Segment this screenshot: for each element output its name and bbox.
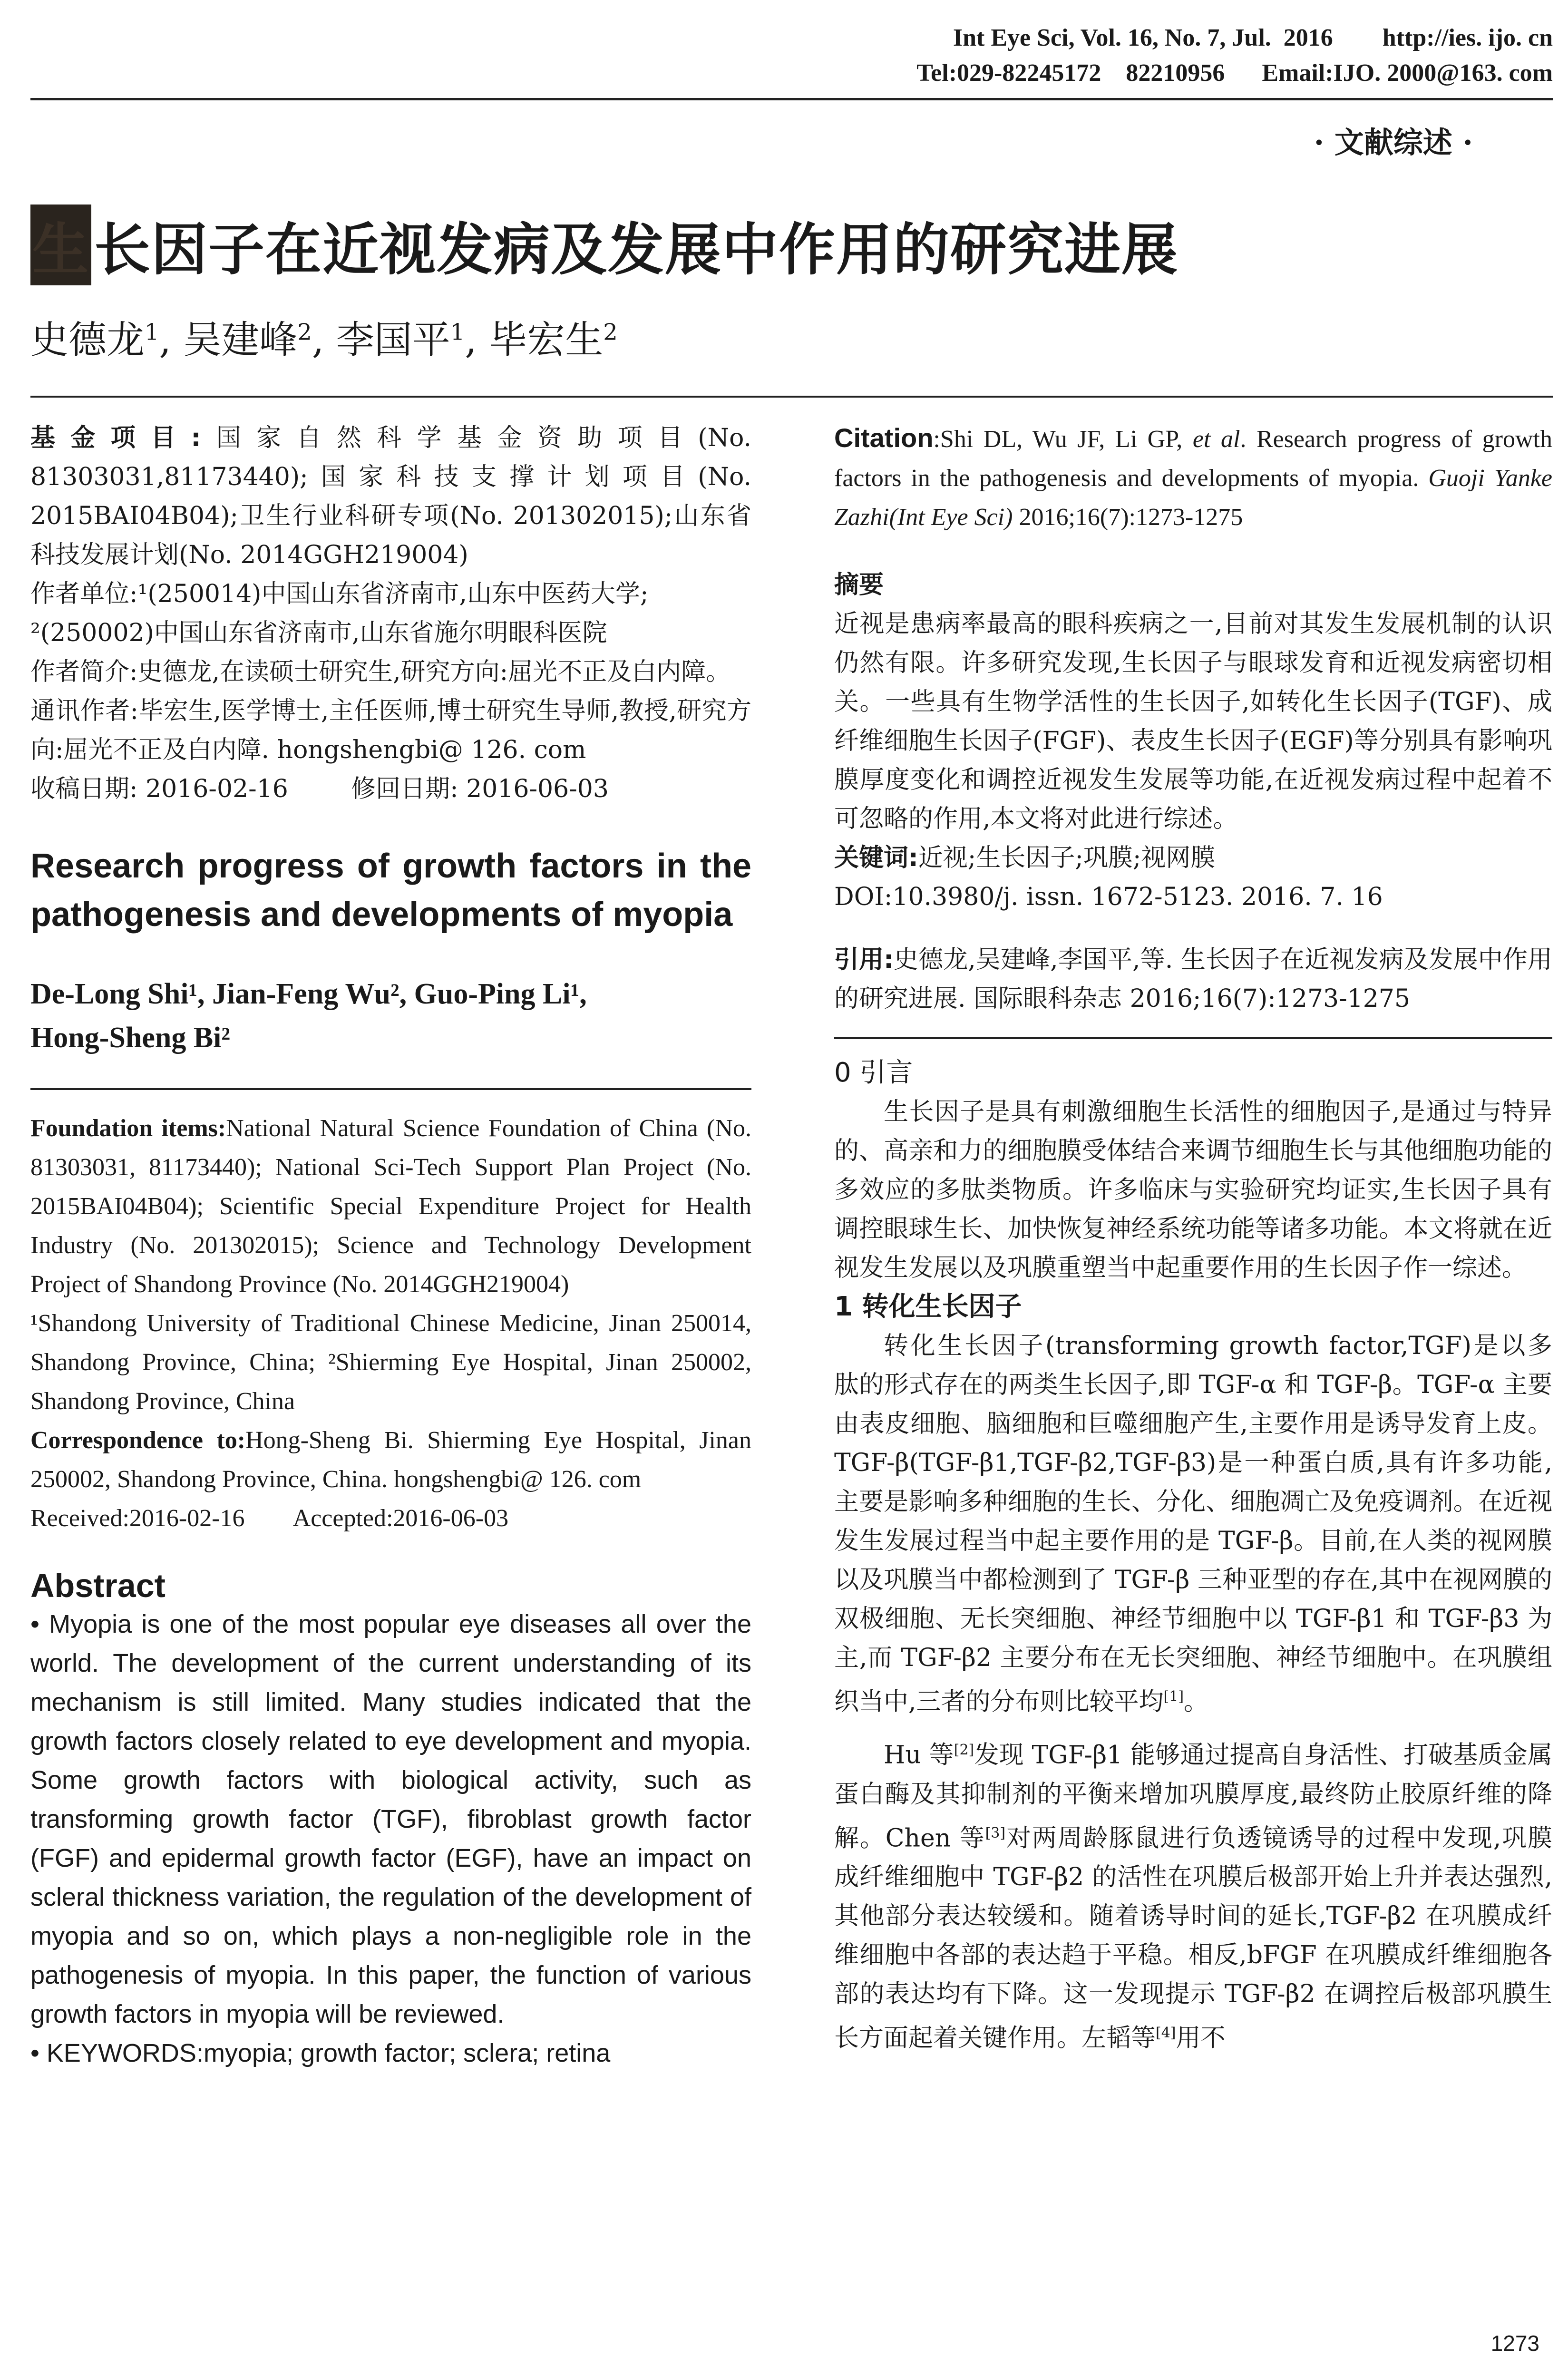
left-column <box>30 419 751 2073</box>
page-title <box>30 205 1178 285</box>
author-name: 史德龙 <box>30 318 145 362</box>
citation-rule <box>834 1018 1552 1039</box>
author-affil: 1 <box>145 319 159 346</box>
correspondence: Correspondence to:Hong-Sheng Bi. Shierming Eye Hospital, Jinan 250002, Shandong Province, China. hongshengbi@ 126. com <box>30 1427 751 1493</box>
title-text: 长因子在近视发病及发展中作用的研究进展 <box>94 217 1179 283</box>
zh-abstract-heading: 摘要 <box>834 571 884 599</box>
abstract-heading: Abstract <box>30 1567 166 1604</box>
zh-keywords: 关键词:近视;生长因子;巩膜;视网膜 <box>834 844 1216 872</box>
corresponding-author: 通讯作者:毕宏生,医学博士,主任医师,博士研究生导师,教授,研究方向:屈光不正及白内障. hongshengbi@ 126. com <box>30 697 751 764</box>
section-1-paragraph-2: Hu 等[2]发现 TGF-β1 能够通过提高自身活性、打破基质金属蛋白酶及其抑制剂的平衡来增加巩膜厚度,最终防止胶原纤维的降解。Chen 等[3]对两周龄豚鼠进行负透镜诱导的过程中发现,巩膜成纤维细胞中 TGF-β2 的活性在巩膜后极部开始上升并表达强烈,其他部分表达较缓和。随着诱导时间的延长,TGF-β2 在巩膜成纤维细胞中各部的表达趋于平稳。相反,bFGF 在巩膜成纤维细胞各部的表达均有下降。这一发现提示 TGF-β2 在调控后极部巩膜生长方面起着关键作用。左韬等[4]用不 <box>834 1741 1552 2053</box>
page-number: 1273 <box>1490 2331 1539 2356</box>
author-affil: 2 <box>603 319 618 346</box>
author-name: 吴建峰 <box>183 318 298 362</box>
english-affiliations: ¹Shandong University of Traditional Chinese Medicine, Jinan 250014, Shandong Province, China; ²Shierming Eye Hospital, Jinan 250002, Shandong Province, China <box>30 1310 751 1415</box>
keywords-english: • KEYWORDS:myopia; growth factor; sclera; retina <box>30 2039 611 2067</box>
dates-zh: 收稿日期: 2016-02-16 修回日期: 2016-06-03 <box>30 775 609 803</box>
section-1-paragraph-1: 转化生长因子(transforming growth factor,TGF)是以多肽的形式存在的两类生长因子,即 TGF-α 和 TGF-β。TGF-α 主要由表皮细胞、脑细胞和巨噬细胞产生,主要作用是诱导发育上皮。TGF-β(TGF-β1,TGF-β2,TGF-β3)是一种蛋白质,具有许多功能,主要是影响多种细胞的生长、分化、细胞凋亡及免疫调剂。在近视发生发展过程当中起主要作用的是 TGF-β。目前,在人类的视网膜以及巩膜当中都检测到了 TGF-β 三种亚型的存在,其中在视网膜的双极细胞、无长突细胞、神经节细胞中以 TGF-β1 和 TGF-β3 为主,而 TGF-β2 主要分布在无长突细胞、神经节细胞中。在巩膜组织当中,三者的分布则比较平均[1]。 <box>834 1332 1552 1716</box>
title-rule <box>30 396 1553 398</box>
abstract-text: • Myopia is one of the most popular eye diseases all over the world. The development of the current understanding of its mechanism is still limited. Many studies indicated that the growth factors closely related to eye development and myopia. Some growth factors with biological activity, such as transforming growth factor (TGF), fibroblast growth factor (FGF) and epidermal growth factor (EGF), have an impact on scleral thickness variation, the regulation of the development of myopia and so on, which plays a non-negligible role in the pathogenesis of myopia. In this paper, the function of various growth factors in myopia will be reviewed. <box>30 1610 751 2028</box>
author-affil: 1 <box>450 319 465 346</box>
journal-header-line2: Tel:029-82245172 82210956 Email:IJO. 2000@163. com <box>916 59 1553 87</box>
foundation-items: Foundation items:National Natural Science Foundation of China (No. 81303031, 81173440); National Sci-Tech Support Plan Project (No. 2015BAI04B04); Scientific Special Expenditure Project for Health Industry (No. 201302015); Science and Technology Development Project of Shandong Province (No. 2014GGH219004) <box>30 1115 751 1298</box>
section-0-text: 生长因子是具有刺激细胞生长活性的细胞因子,是通过与特异的、高亲和力的细胞膜受体结合来调节细胞生长与其他细胞功能的多效应的多肽类物质。许多临床与实验研究均证实,生长因子具有调控眼球生长、加快恢复神经系统功能等诸多功能。本文将就在近视发生发展以及巩膜重塑当中起重要作用的生长因子作一综述。 <box>834 1098 1552 1282</box>
author-list: 史德龙$^1$, 吴建峰$^2$, 李国平$^1$, 毕宏生$^2$ <box>30 318 618 362</box>
english-author-rule <box>30 1060 751 1090</box>
section-label: · 文献综述 · <box>1314 125 1473 160</box>
right-column <box>834 419 1552 2057</box>
title-first-char: 生 <box>30 205 91 285</box>
citation: Citation:Shi DL, Wu JF, Li GP, et al. Research progress of growth factors in the pathogenesis and developments of myopia. Guoji Yanke Zazhi(Int Eye Sci) 2016;16(7):1273-1275 <box>834 423 1553 531</box>
affiliation-1: 作者单位:¹(250014)中国山东省济南市,山东中医药大学; <box>30 580 649 608</box>
author-affil: 2 <box>297 319 312 346</box>
english-authors-1: De-Long Shi¹, Jian-Feng Wu², Guo-Ping Li¹, <box>30 978 587 1010</box>
author-name: 李国平 <box>336 318 450 362</box>
doi: DOI:10.3980/j. issn. 1672-5123. 2016. 7. 16 <box>834 883 1383 911</box>
fund-info: 基金项目:国家自然科学基金资助项目(No. 81303031,81173440);国家科技支撑计划项目(No. 2015BAI04B04);卫生行业科研专项(No. 201302015);山东省科技发展计划(No. 2014GGH219004) <box>30 424 751 569</box>
zh-citation: 引用:史德龙,吴建峰,李国平,等. 生长因子在近视发病及发展中作用的研究进展. 国际眼科杂志 2016;16(7):1273-1275 <box>834 945 1552 1013</box>
section-0-heading: 0 引言 <box>834 1057 913 1088</box>
affiliation-2: ²(250002)中国山东省济南市,山东省施尔明眼科医院 <box>30 619 607 647</box>
section-1-heading: 1 转化生长因子 <box>834 1291 1022 1322</box>
author-name: 毕宏生 <box>489 318 604 362</box>
header-rule <box>30 98 1553 100</box>
dates-en: Received:2016-02-16 Accepted:2016-06-03 <box>30 1505 509 1532</box>
author-intro: 作者简介:史德龙,在读硕士研究生,研究方向:屈光不正及白内障。 <box>30 658 731 686</box>
journal-header-line1: Int Eye Sci, Vol. 16, No. 7, Jul. 2016 http://ies. ijo. cn <box>953 24 1553 51</box>
english-title: Research progress of growth factors in the pathogenesis and developments of myopia <box>30 847 751 934</box>
english-authors-2: Hong-Sheng Bi² <box>30 1022 230 1054</box>
zh-abstract: 近视是患病率最高的眼科疾病之一,目前对其发生发展机制的认识仍然有限。许多研究发现,生长因子与眼球发育和近视发病密切相关。一些具有生物学活性的生长因子,如转化生长因子(TGF)、成纤维细胞生长因子(FGF)、表皮生长因子(EGF)等分别具有影响巩膜厚度变化和调控近视发生发展等功能,在近视发病过程中起着不可忽略的作用,本文将对此进行综述。 <box>834 610 1552 833</box>
